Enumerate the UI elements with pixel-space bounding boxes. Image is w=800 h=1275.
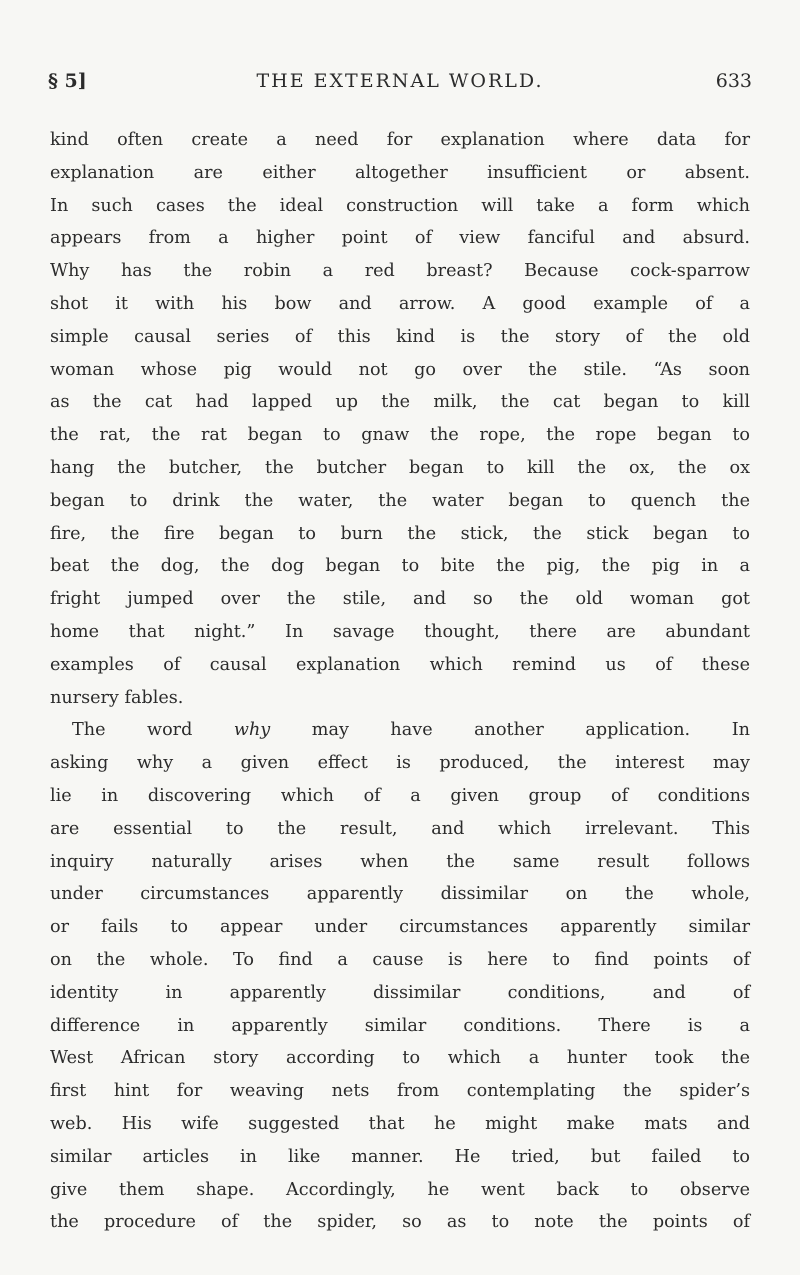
running-title: THE EXTERNAL WORLD. bbox=[256, 70, 544, 92]
text-line: woman whose pig would not go over the stile. “As soon bbox=[50, 359, 750, 380]
text-line: fire, the fire began to burn the stick, the stick began to bbox=[50, 523, 750, 544]
text-run: The word bbox=[72, 720, 234, 741]
text-line: lie in discovering which of a given group of conditions bbox=[50, 785, 750, 806]
text-line: the procedure of the spider, so as to note the points of bbox=[50, 1212, 750, 1233]
section-marker: § 5] bbox=[48, 70, 87, 92]
text-line: appears from a higher point of view fanciful and absurd. bbox=[50, 228, 750, 249]
running-head bbox=[48, 70, 752, 100]
text-line: similar articles in like manner. He tried, but failed to bbox=[50, 1146, 750, 1167]
text-line: kind often create a need for explanation where data for bbox=[50, 130, 750, 150]
text-line: began to drink the water, the water began to quench the bbox=[50, 490, 750, 511]
text-line: give them shape. Accordingly, he went back to observe bbox=[50, 1179, 750, 1200]
page-number: 633 bbox=[715, 70, 752, 92]
text-line: home that night.” In savage thought, there are abundant bbox=[50, 621, 750, 642]
text-line: hang the butcher, the butcher began to kill the ox, the ox bbox=[50, 457, 750, 478]
text-line: In such cases the ideal construction will take a form which bbox=[50, 195, 750, 216]
text-line: simple causal series of this kind is the story of the old bbox=[50, 326, 750, 347]
emphasized-word: why bbox=[233, 720, 271, 741]
text-line: nursery fables. bbox=[50, 687, 184, 708]
text-line: on the whole. To find a cause is here to find points of bbox=[50, 949, 750, 970]
text-line: fright jumped over the stile, and so the old woman got bbox=[50, 589, 750, 610]
text-line: first hint for weaving nets from contemplating the spider’s bbox=[50, 1081, 750, 1102]
body-text bbox=[50, 124, 750, 1239]
text-line: shot it with his bow and arrow. A good example of a bbox=[50, 293, 750, 314]
text-line: as the cat had lapped up the milk, the cat began to kill bbox=[50, 392, 750, 413]
text-line: identity in apparently dissimilar conditions, and of bbox=[50, 982, 750, 1003]
text-line: difference in apparently similar conditions. There is a bbox=[50, 1015, 750, 1036]
text-line: the rat, the rat began to gnaw the rope, the rope began to bbox=[50, 425, 750, 446]
text-run: may have another application. In bbox=[270, 720, 750, 741]
text-line: inquiry naturally arises when the same result follows bbox=[50, 851, 750, 872]
text-line bbox=[50, 714, 750, 747]
text-line: West African story according to which a hunter took the bbox=[50, 1048, 750, 1069]
text-line: or fails to appear under circumstances apparently similar bbox=[50, 917, 750, 938]
text-line: beat the dog, the dog began to bite the pig, the pig in a bbox=[50, 556, 750, 577]
text-line: examples of causal explanation which remind us of these bbox=[50, 654, 750, 675]
text-line: Why has the robin a red breast? Because cock-sparrow bbox=[50, 261, 750, 282]
text-line: explanation are either altogether insufficient or absent. bbox=[50, 162, 750, 183]
text-line: web. His wife suggested that he might make mats and bbox=[50, 1113, 750, 1134]
text-line: are essential to the result, and which irrelevant. This bbox=[50, 818, 750, 839]
text-line: under circumstances apparently dissimilar on the whole, bbox=[50, 884, 750, 905]
text-line: asking why a given effect is produced, the interest may bbox=[50, 753, 750, 774]
